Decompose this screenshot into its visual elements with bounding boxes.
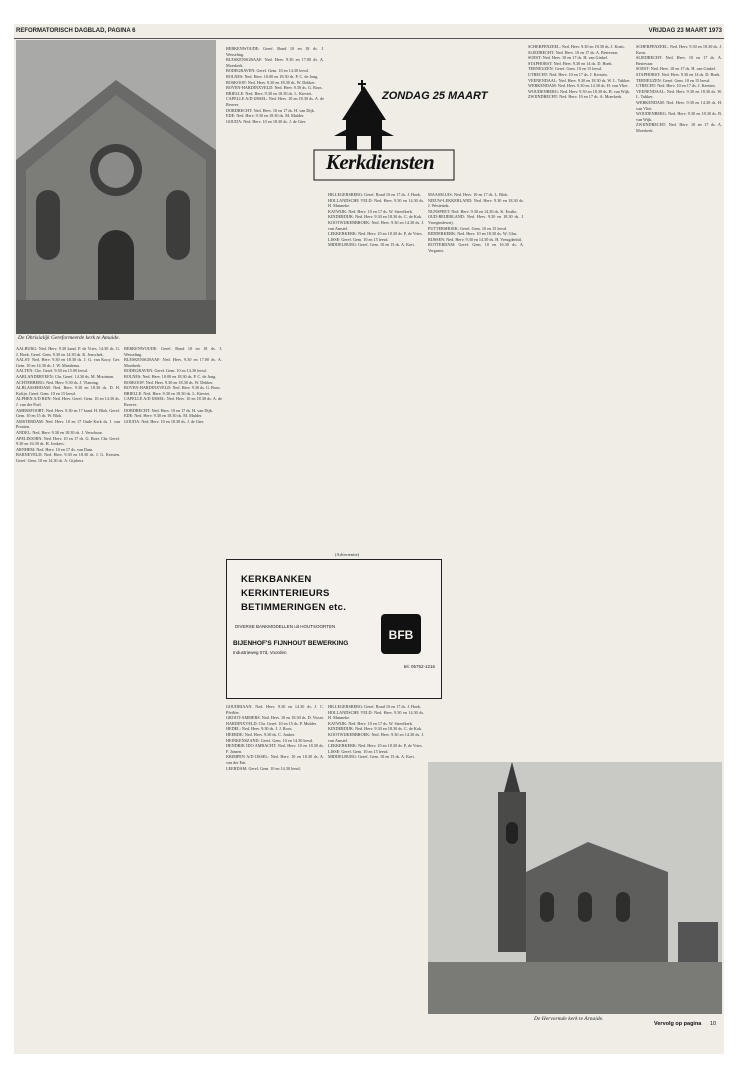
advert-line-3: BETIMMERINGEN etc. <box>241 602 347 613</box>
entry: WERKENDAM: Ned. Herv. 9.30 en 14.30 ds. H. van Vliet. <box>636 99 722 111</box>
entry: STAPHORST: Ned. Herv. 9.30 en 14 ds. D. Hoek. <box>636 71 721 77</box>
entry: KOOTWIJKERBROEK: Ned. Herv. 9.30 en 14.30 ds. J. van Amstel. <box>328 219 424 231</box>
advert-line-2: KERKINTERIEURS <box>241 588 330 599</box>
entry: LEERDAM: Geref. Gem. 10 en 14.30 leesd. <box>226 765 301 771</box>
advert-address: Industrieweg 07d, Voorden <box>233 650 287 655</box>
entry: BOSKOOP: Ned. Herv. 9.30 en 18.30 ds. W. Dekker. <box>124 379 214 385</box>
advert-line-4: DIVERSE BANKMODELLEN uit HOUTSOORTEN <box>235 624 336 629</box>
entry: ALBLASSERDAM: Ned. Herv. 9.30 en 18.30 ds. D. H. Kolijn. Geref. Gem. 10 en 15 leesd. <box>16 385 120 396</box>
entry: TERNEUZEN: Geref. Gem. 10 en 15 leesd. <box>636 77 710 83</box>
caption-left: De Ohrisialijk Gereformeerde kerk te Amaide. <box>18 335 120 341</box>
entry: BLESKENSGRAAF: Ned. Herv. 9.30 en 17.00 ds. A. Moerkerk. <box>124 357 222 368</box>
column-5 <box>428 192 524 754</box>
church-photo-icon <box>428 762 722 1014</box>
entry: ZWIJNDRECHT: Ned. Herv. 10 en 17 ds. A. Moerkerk. <box>636 122 722 133</box>
entry: HENDRIK IDO AMBACHT: Ned. Herv. 10 en 18.30 ds. F. Jansen. <box>226 743 324 754</box>
entry: SLIEDRECHT: Ned. Herv. 10 en 17 ds. A. Bestevaar. <box>636 55 722 66</box>
entry: BOLNES: Ned. Herv. 10.00 en 18.30 ds. P. C. de Jong. <box>226 73 319 79</box>
entry: BOVEN-HARDINXVELD: Ned. Herv. 9.30 ds. G. Roos. <box>124 385 221 391</box>
newspaper-page <box>14 24 724 1054</box>
entry: HILLEGERSBERG: Geref. Bond 10 en 17 ds. J. Hoek. <box>328 192 422 197</box>
entry: HILLEGERSBERG: Geref. Bond 10 en 17 ds. J. Hoek. <box>328 704 422 709</box>
column-4-lower <box>328 704 424 1054</box>
entry: LISSE: Geref. Gem. 10 en 15 leesd. <box>328 748 389 754</box>
entry: WOUDENBERG: Ned. Herv. 9.30 en 18.30 ds. B. van Wijk. <box>528 88 631 94</box>
entry: GOUDA: Ned. Herv. 10 en 18.30 ds. J. de Gier. <box>124 418 205 424</box>
entry: VEENENDAAL: Ned. Herv. 9.30 en 18.30 ds. W. L. Tukker. <box>636 88 722 100</box>
entry: ALPHEN A/D RIJN: Ned. Herv. Geref. Gem. 10 en 14.30 ds. J. van der Poel. <box>16 396 120 407</box>
advert-phone: tel. 05752-1216 <box>403 664 435 669</box>
column-2 <box>124 346 222 1054</box>
entry: ROTTERDAM: Geref. Gem. 10 en 16.30 ds. A. Vergunst. <box>428 242 524 253</box>
entry: KINDERDIJK: Ned. Herv. 9.30 en 18.30 ds. C. de Kok. <box>328 214 423 220</box>
entry: BODEGRAVEN: Geref. Gem. 10 en 14.30 leesd. <box>226 68 309 74</box>
advert-line-1: KERKBANKEN <box>241 574 312 585</box>
entry: SOEST: Ned. Herv. 10 en 17 ds. H. van Ginkel. <box>528 55 609 61</box>
church-photo-left <box>16 40 216 334</box>
entry: BOVEN-HARDINXVELD: Ned. Herv. 9.30 ds. G. Roos. <box>226 85 323 91</box>
entry: CAPELLE A/D IJSSEL: Ned. Herv. 10 en 18.30 ds. A. de Reuver. <box>124 396 222 407</box>
entry: HEINKENSZAND: Geref. Gem. 10 en 14.30 leesd. <box>226 737 313 743</box>
entry: HOLLANDSCHE VELD: Ned. Herv. 9.30 en 14.30 ds. H. Munneke. <box>328 197 424 209</box>
entry: HEERDE: Ned. Herv. 9.30 ds. C. Jonker. <box>226 731 296 737</box>
entry: ANDEL: Ned. Herv. 9.30 en 18.30 ds. J. Verschuur. <box>16 429 103 435</box>
entry: DORDRECHT: Ned. Herv. 10 en 17 ds. H. van Dijk. <box>124 407 213 413</box>
entry: LEKKERKERK: Ned. Herv. 10 en 18.30 ds. P. de Vries. <box>328 743 423 749</box>
entry: GOUDA: Ned. Herv. 10 en 18.30 ds. J. de Gier. <box>226 118 307 124</box>
entry: BOLNES: Ned. Herv. 10.00 en 18.30 ds. P. C. de Jong. <box>124 373 217 379</box>
church-photo-right <box>428 762 722 1014</box>
bfb-logo-text: BFB <box>388 628 414 642</box>
entry: AMERSFOORT: Ned. Herv. 9.30 en 17 kand. H. Blok. Geref. Gem. 10 en 15 ds. W. Blok. <box>16 407 120 419</box>
entry: AALST: Ned. Herv. 9.30 en 18.30 ds. J. G. van Kooy. Ger. Gem. 10 en 14.30 ds. J. W. Mandema. <box>16 357 120 368</box>
entry: BARNEVELD: Ned. Herv. 9.30 en 18.30 ds. J. G. Kersten. Geref. Gem. 10 en 14.30 ds. A. Gijsbers. <box>16 452 120 463</box>
column-3-lower <box>226 704 324 1054</box>
advertisement <box>226 559 442 699</box>
entry: GROOT-AMMERS: Ned. Herv. 10 en 18.30 ds. D. Visser. <box>226 715 324 721</box>
masthead-title: Kerkdiensten <box>325 150 435 174</box>
entry: WERKENDAM: Ned. Herv. 9.30 en 14.30 ds. H. van Vliet. <box>528 83 629 89</box>
column-4 <box>328 192 424 548</box>
entry: MIDDELBURG: Geref. Gem. 10 en 15 ds. A. Kort. <box>328 242 415 248</box>
entry: VEENENDAAL: Ned. Herv. 9.30 en 18.30 ds. W. L. Tukker. <box>528 77 631 83</box>
entry: MIDDELBURG: Geref. Gem. 10 en 15 ds. A. Kort. <box>328 754 415 760</box>
entry: BERKENWOUDE: Geref. Bond 10 en 18 ds. J. Wesseling. <box>124 346 222 357</box>
entry: HOLLANDSCHE VELD: Ned. Herv. 9.30 en 14.30 ds. H. Munneke. <box>328 709 424 721</box>
entry: KATWIJK: Ned. Herv. 10 en 17 ds. W. Streefkerk. <box>328 720 413 726</box>
entry: BRIELLE: Ned. Herv. 9.30 en 18.30 ds. L. Kieviet. <box>226 90 313 96</box>
bfb-logo-icon <box>381 614 421 654</box>
entry: OUD-BEIJERLAND: Ned. Herv. 9.30 en 18.30 ds. J. Vroegindeweij. <box>428 214 524 225</box>
entry: BODEGRAVEN: Geref. Gem. 10 en 14.30 leesd. <box>124 368 207 374</box>
entry: WOUDENBERG: Ned. Herv. 9.30 en 18.30 ds. B. van Wijk. <box>636 111 722 122</box>
continued-page-number: 10 <box>710 1021 717 1027</box>
header-left: REFORMATORISCH DAGBLAD, PAGINA 6 <box>16 28 136 34</box>
advert-label: (Advertentie) <box>334 552 360 557</box>
entry: BLESKENSGRAAF: Ned. Herv. 9.30 en 17.00 ds. A. Moerkerk. <box>226 57 324 68</box>
entry: ACHTERBERG: Ned. Herv. 9.30 ds. J. Vlaming. <box>16 379 99 385</box>
entry: HEDEL: Ned. Herv. 9.30 ds. J. J. Roos. <box>226 726 293 732</box>
column-6 <box>528 44 632 764</box>
column-3-upper <box>226 46 324 546</box>
masthead-date: ZONDAG 25 MAART <box>382 90 488 102</box>
entry: STAPHORST: Ned. Herv. 9.30 en 14 ds. D. Hoek. <box>528 60 613 66</box>
entry: NUNSPEET: Ned. Herv. 9.30 en 14.30 ds. K. Exalto. <box>428 208 518 214</box>
entry: BERKENWOUDE: Geref. Bond 10 en 18 ds. J. Wesseling. <box>226 46 324 57</box>
entry: LEKKERKERK: Ned. Herv. 10 en 18.30 ds. P. de Vries. <box>328 231 423 237</box>
entry: UTRECHT: Ned. Herv. 10 en 17 ds. J. Kersten. <box>528 71 608 77</box>
entry: AALTEN: Chr. Geref. 9.30 en 15.00 leesd. <box>16 368 88 374</box>
entry: RIJSSEN: Ned. Herv. 9.30 en 14.30 ds. H. Vreugdenhil. <box>428 236 522 242</box>
entry: AALBURG: Ned. Herv. 9.30 kand. P. de Vries, 14.30 ds. G. J. Hoek. Geref. Gem. 9.30 en 14.30 ds. K. Jenschek. <box>16 346 120 357</box>
entry: BRIELLE: Ned. Herv. 9.30 en 18.30 ds. L. Kieviet. <box>124 390 211 396</box>
page-header <box>14 24 724 39</box>
entry: ARNHEM: Ned. Herv. 10 en 17 ds. van Dam. <box>16 446 94 452</box>
header-date: VRIJDAG 23 MAART 1973 <box>648 28 722 34</box>
entry: TERNEUZEN: Geref. Gem. 10 en 15 leesd. <box>528 66 602 72</box>
entry: KATWIJK: Ned. Herv. 10 en 17 ds. W. Streefkerk. <box>328 208 413 214</box>
entry: KOOTWIJKERBROEK: Ned. Herv. 9.30 en 14.30 ds. J. van Amstel. <box>328 731 424 743</box>
advert-company: BIJENHOF'S FIJNHOUT BEWERKING <box>233 640 349 647</box>
entry: KINDERDIJK: Ned. Herv. 9.30 en 18.30 ds. C. de Kok. <box>328 726 423 732</box>
entry: AARLANDERVEEN: Chr. Geref. 14.30 ds. M. Mooiman. <box>16 373 115 379</box>
entry: AMSTERDAM: Ned. Herv. 10 en 17 Oude Kerk ds. J. van Prooien. <box>16 418 120 430</box>
entry: SCHERPENZEEL: Ned. Herv. 9.30 en 18.30 ds. J. Kruis. <box>528 44 625 49</box>
entry: CAPELLE A/D IJSSEL: Ned. Herv. 10 en 18.30 ds. A. de Reuver. <box>226 96 324 107</box>
entry: KRIMPEN A/D IJSSEL: Ned. Herv. 10 en 18.30 ds. A. van der Ent. <box>226 754 324 765</box>
entry: NIEUW-LEKKERLAND: Ned. Herv. 9.30 en 18.30 ds. J. Westerink. <box>428 197 524 209</box>
entry: SLIEDRECHT: Ned. Herv. 10 en 17 ds. A. Bestevaar. <box>528 49 619 55</box>
entry: SCHERPENZEEL: Ned. Herv. 9.30 en 18.30 ds. J. Kruis. <box>636 44 722 55</box>
entry: APELDOORN: Ned. Herv. 10 en 17 ds. G. Boer. Chr. Geref. 9.30 en 16.30 ds. H. Jonkers. <box>16 435 120 447</box>
column-1 <box>16 346 120 1054</box>
entry: BOSKOOP: Ned. Herv. 9.30 en 18.30 ds. W. Dekker. <box>226 79 316 85</box>
entry: EDE: Ned. Herv. 9.30 en 18.30 ds. M. Mulder. <box>124 413 203 419</box>
entry: LISSE: Geref. Gem. 10 en 15 leesd. <box>328 236 389 242</box>
entry: ZWIJNDRECHT: Ned. Herv. 10 en 17 ds. A. Moerkerk. <box>528 94 623 100</box>
entry: RIDDERKERK: Ned. Herv. 10 en 18.30 ds. W. Glas. <box>428 231 518 237</box>
entry: GOUDRIAAN: Ned. Herv. 9.30 en 14.30 ds. J. C. Pfeiffer. <box>226 704 324 715</box>
entry: MAASSLUIS: Ned. Herv. 10 en 17 ds. L. Blok. <box>428 192 509 197</box>
entry: UTRECHT: Ned. Herv. 10 en 17 ds. J. Kersten. <box>636 83 716 89</box>
continued-notice: Vervolg op pagina <box>654 1021 702 1027</box>
entry: PUTTERSHOEK: Geref. Gem. 10 en 15 leesd. <box>428 225 507 231</box>
entry: HARDINXVELD: Chr. Geref. 10 en 15 ds. P. Mulder. <box>226 720 317 726</box>
entry: SOEST: Ned. Herv. 10 en 17 ds. H. van Ginkel. <box>636 66 717 72</box>
church-photo-icon <box>16 40 216 334</box>
entry: DORDRECHT: Ned. Herv. 10 en 17 ds. H. van Dijk. <box>226 107 315 113</box>
caption-right: De Hervormde kerk te Arnaide. <box>534 1016 604 1022</box>
entry: EDE: Ned. Herv. 9.30 en 18.30 ds. M. Mulder. <box>226 113 305 119</box>
